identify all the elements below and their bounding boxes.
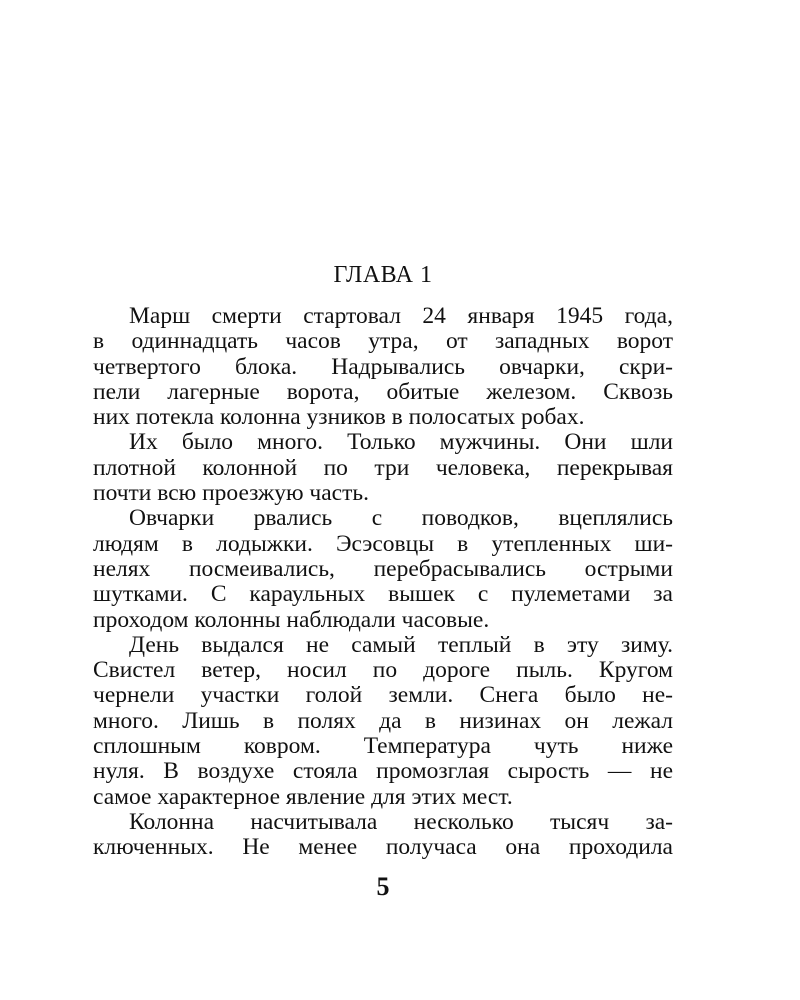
text-line: ключенных. Не менее получаса она проходила (93, 834, 673, 861)
chapter-title: ГЛАВА 1 (333, 262, 433, 288)
text-line: шутками. С караульных вышек с пулеметами за (93, 581, 673, 608)
text-line: них потекла колонна узников в полосатых робах. (93, 404, 585, 431)
text-line: проходом колонны наблюдали часовые. (93, 606, 490, 633)
text-line: Колонна насчитывала несколько тысяч за- (129, 808, 673, 835)
text-line: Овчарки рвались с поводков, вцеплялись (129, 505, 673, 532)
text-line: сплошным ковром. Температура чуть ниже (93, 733, 673, 760)
text-line: Свистел ветер, носил по дороге пыль. Кругом (93, 657, 673, 684)
text-line: Марш смерти стартовал 24 января 1945 года, (129, 303, 673, 329)
text-line: людям в лодыжки. Эсэсовцы в утепленных ши- (93, 530, 673, 557)
text-line: пели лагерные ворота, обитые железом. Сквозь (93, 378, 673, 405)
text-line: плотной колонной по три человека, перекрывая (93, 454, 673, 481)
text-line: Их было много. Только мужчины. Они шли (129, 429, 673, 456)
text-line: чернели участки голой земли. Снега было не- (93, 682, 673, 709)
text-line: самое характерное явление для этих мест. (93, 783, 513, 810)
text-line: почти всю проезжую часть. (93, 480, 369, 507)
body-text (93, 304, 673, 861)
text-line: нуля. В воздухе стояла промозглая сырость — не (93, 758, 673, 785)
text-line: много. Лишь в полях да в низинах он лежал (93, 707, 673, 734)
text-line: День выдался не самый теплый в эту зиму. (129, 631, 673, 658)
text-line: нелях посмеивались, перебрасывались острыми (93, 555, 673, 582)
page-number: 5 (376, 872, 390, 901)
text-line: в одиннадцать часов утра, от западных ворот (93, 328, 673, 355)
book-page (93, 0, 673, 1000)
text-line: четвертого блока. Надрывались овчарки, скри- (93, 353, 673, 380)
